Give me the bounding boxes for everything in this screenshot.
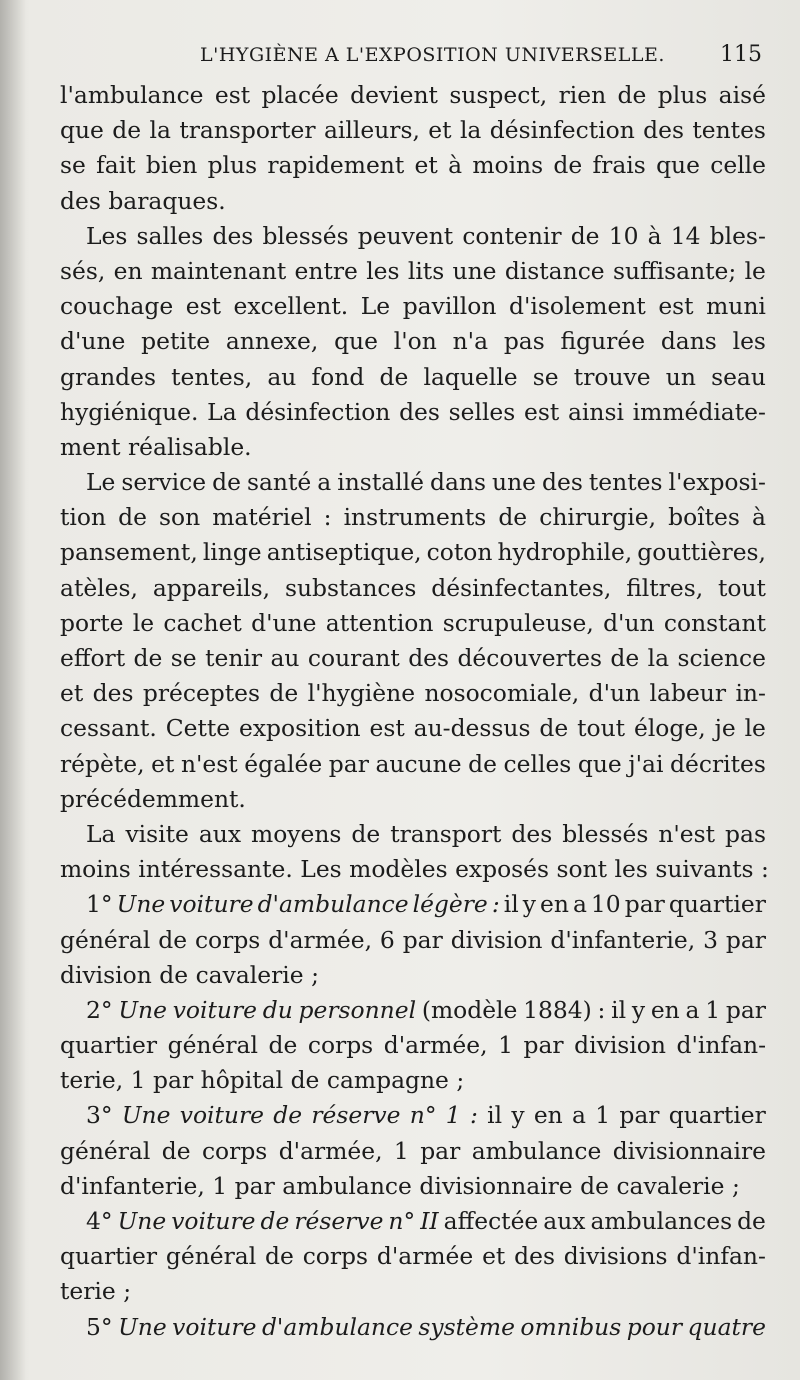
list-item-label-word: système: [418, 1312, 515, 1341]
list-item-first-line: 2° Une voiture du personnel (modèle 1884) : il y en a 1 par: [60, 993, 766, 1028]
text-line: que de la transporter ailleurs, et la désinfection des tentes: [60, 116, 766, 145]
list-item-label-word: voiture: [179, 1101, 265, 1130]
list-item: [60, 1204, 766, 1310]
running-title: L'HYGIÈNE A L'EXPOSITION UNIVERSELLE.: [200, 44, 665, 66]
list-item-label-word: de: [273, 1101, 303, 1130]
list-item-label-word: légère: [412, 890, 488, 919]
list-item-label-word: Une: [118, 995, 167, 1024]
list-item-label-word: voiture: [172, 1312, 257, 1341]
text-line: d'une petite annexe, que l'on n'a pas figurée dans les: [60, 327, 766, 356]
text-line: division de cavalerie ;: [60, 960, 319, 989]
list-item-number: 5°: [86, 1312, 113, 1341]
list-item-label-word: 1: [445, 1101, 461, 1130]
text-line: Le service de santé a installé dans une des tentes l'exposi-: [86, 468, 766, 497]
list-item-label-word: quatre: [687, 1312, 766, 1341]
list-item-label-word: d'ambulance: [261, 1312, 413, 1341]
text-line: l'ambulance est placée devient suspect, rien de plus aisé: [60, 81, 766, 109]
list-item: [60, 1310, 766, 1345]
list-item: [60, 993, 766, 1099]
list-item-number: 4°: [86, 1207, 113, 1235]
text-line: effort de se tenir au courant des découvertes de la science: [60, 644, 766, 672]
paragraph: [60, 78, 766, 219]
paragraph: [60, 817, 769, 887]
list-item-label-word: omnibus: [520, 1312, 622, 1341]
text-line: général de corps d'armée, 6 par division d'infanterie, 3 par: [60, 925, 766, 954]
list-item-label-word: voiture: [171, 1207, 256, 1235]
paragraph: [60, 219, 766, 465]
text-line: quartier général de corps d'armée et des divisions d'infan-: [60, 1242, 766, 1271]
paragraph: [60, 465, 766, 817]
list-item-label-word: personnel: [298, 995, 417, 1024]
list-item-label-word: Une: [117, 1207, 167, 1235]
text-line: sés, en maintenant entre les lits une distance suffisante; le: [60, 256, 766, 285]
text-line: terie, 1 par hôpital de campagne ;: [60, 1066, 465, 1095]
text-line: général de corps d'armée, 1 par ambulance divisionnaire: [60, 1136, 766, 1165]
text-line: tion de son matériel : instruments de chirurgie, boîtes à: [60, 503, 766, 532]
text-line: grandes tentes, au fond de laquelle se trouve un seau: [60, 362, 766, 391]
list-item-label-word: réserve: [294, 1207, 384, 1235]
text-line: se fait bien plus rapidement et à moins de frais que celle: [60, 151, 766, 180]
text-line: pansement, linge antiseptique, coton hydrophile, gouttières,: [60, 538, 766, 567]
list-item-label-word: réserve: [311, 1101, 401, 1130]
text-line: moins intéressante. Les modèles exposés sont les suivants :: [60, 855, 769, 884]
list-item-first-line: 3° Une voiture de réserve n° 1 : il y en a 1 par quartier: [60, 1098, 766, 1133]
list-item-label-word: de: [260, 1207, 290, 1235]
running-head: [60, 38, 770, 74]
list-item-label-word: du: [262, 995, 293, 1024]
list-item-number: 3°: [86, 1101, 113, 1130]
list-item-label-word: d'ambulance: [257, 890, 409, 919]
text-line: quartier général de corps d'armée, 1 par division d'infan-: [60, 1031, 766, 1060]
text-line: répète, et n'est égalée par aucune de celles que j'ai décrites: [60, 749, 766, 778]
list-item-label-word: voiture: [172, 995, 257, 1024]
text-line: ment réalisable.: [60, 432, 252, 461]
list-item-label-word: :: [469, 1101, 478, 1130]
list-item-label-word: n°: [388, 1207, 416, 1235]
list-item-first-line: [60, 1310, 766, 1345]
list-item-number: 1°: [86, 890, 113, 919]
list-item: [60, 1098, 766, 1204]
list-item-label-word: Une: [116, 890, 166, 919]
text-line: hygiénique. La désinfection des selles est ainsi immédiate-: [60, 397, 766, 426]
list-item: [60, 887, 766, 993]
text-line: Les salles des blessés peuvent contenir de 10 à 14 bles-: [86, 221, 766, 250]
list-item-label-word: Une: [121, 1101, 171, 1130]
text-line: cessant. Cette exposition est au-dessus de tout éloge, je le: [60, 714, 766, 743]
text-line: porte le cachet d'une attention scrupuleuse, d'un constant: [60, 608, 766, 637]
list-item-label-word: :: [491, 890, 500, 919]
text-line: couchage est excellent. Le pavillon d'isolement est muni: [60, 292, 766, 321]
text-line: La visite aux moyens de transport des blessés n'est pas: [86, 819, 766, 848]
list-item-number: 2°: [86, 995, 113, 1024]
text-line: et des préceptes de l'hygiène nosocomiale, d'un labeur in-: [60, 679, 766, 708]
list-item-label-word: Une: [118, 1312, 167, 1341]
text-line: précédemment.: [60, 784, 246, 813]
text-line: d'infanterie, 1 par ambulance divisionnaire de cavalerie ;: [60, 1171, 740, 1200]
list-item-label-word: pour: [626, 1312, 683, 1341]
text-line: atèles, appareils, substances désinfectantes, filtres, tout: [60, 573, 766, 602]
list-item-label-word: n°: [409, 1101, 437, 1130]
page-number: 115: [720, 42, 762, 67]
binding-shadow: [0, 0, 26, 1380]
list-item-first-line: 4° Une voiture de réserve n° II affectée aux ambulances de: [60, 1204, 766, 1239]
list-item-first-line: 1° Une voiture d'ambulance légère : il y en a 10 par quartier: [60, 887, 766, 922]
body-text: [60, 78, 769, 1345]
text-line: des baraques.: [60, 186, 226, 215]
text-line: terie ;: [60, 1277, 132, 1306]
list-item-label-word: II: [420, 1207, 439, 1235]
list-item-label-word: voiture: [169, 890, 254, 919]
